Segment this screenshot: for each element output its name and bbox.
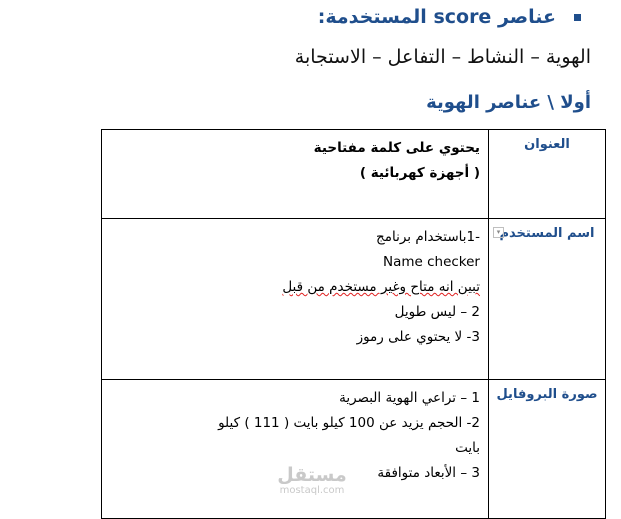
table-row (102, 130, 606, 219)
row-label-profile-photo: صورة البروفايل (489, 380, 606, 519)
section-heading: أولا \ عناصر الهوية (426, 92, 591, 113)
table-row (102, 380, 606, 519)
watermark-logo (272, 465, 352, 497)
content-line: Name checker (382, 254, 480, 270)
bullet-heading (318, 4, 581, 30)
bullet-heading-text: عناصر score المستخدمة: (317, 6, 556, 28)
row-content-username (102, 219, 489, 380)
spell-error-text: تبين انه متاح وغير مستخدم من قبل (282, 279, 480, 295)
watermark-latin: mostaql.com (279, 485, 345, 496)
content-line: 2 – ليس طويل (394, 304, 480, 320)
content-line: -1باستخدام برنامج (376, 229, 480, 245)
content-line: ( أجهزة كهربائية ) (359, 165, 480, 181)
content-line (110, 275, 480, 300)
table-row (102, 219, 606, 380)
identity-table (101, 129, 606, 519)
watermark-arabic: مستقل (277, 464, 347, 486)
row-content-title (102, 130, 489, 219)
row-label-text: اسم المستخدم (499, 226, 595, 241)
content-line: 3- لا يحتوي على رموز (356, 329, 480, 345)
dropdown-arrow-icon[interactable]: ▾ (493, 227, 504, 238)
row-content-profile-photo (102, 380, 489, 519)
content-line: 1 – تراعي الهوية البصرية (339, 390, 480, 406)
content-line: 3 – الأبعاد متوافقة (377, 465, 480, 481)
content-line: 2- الحجم يزيد عن 100 كيلو بايت ( 111 ) كيلو (218, 415, 480, 431)
row-label-title: العنوان (489, 130, 606, 219)
content-line: يحتوي على كلمة مفتاحية (313, 140, 480, 156)
content-line: بايت (455, 440, 480, 456)
bullet-square-icon (574, 14, 581, 21)
row-label-username (489, 219, 606, 380)
subtitle: الهوية – النشاط – التفاعل – الاستجابة (294, 46, 591, 68)
